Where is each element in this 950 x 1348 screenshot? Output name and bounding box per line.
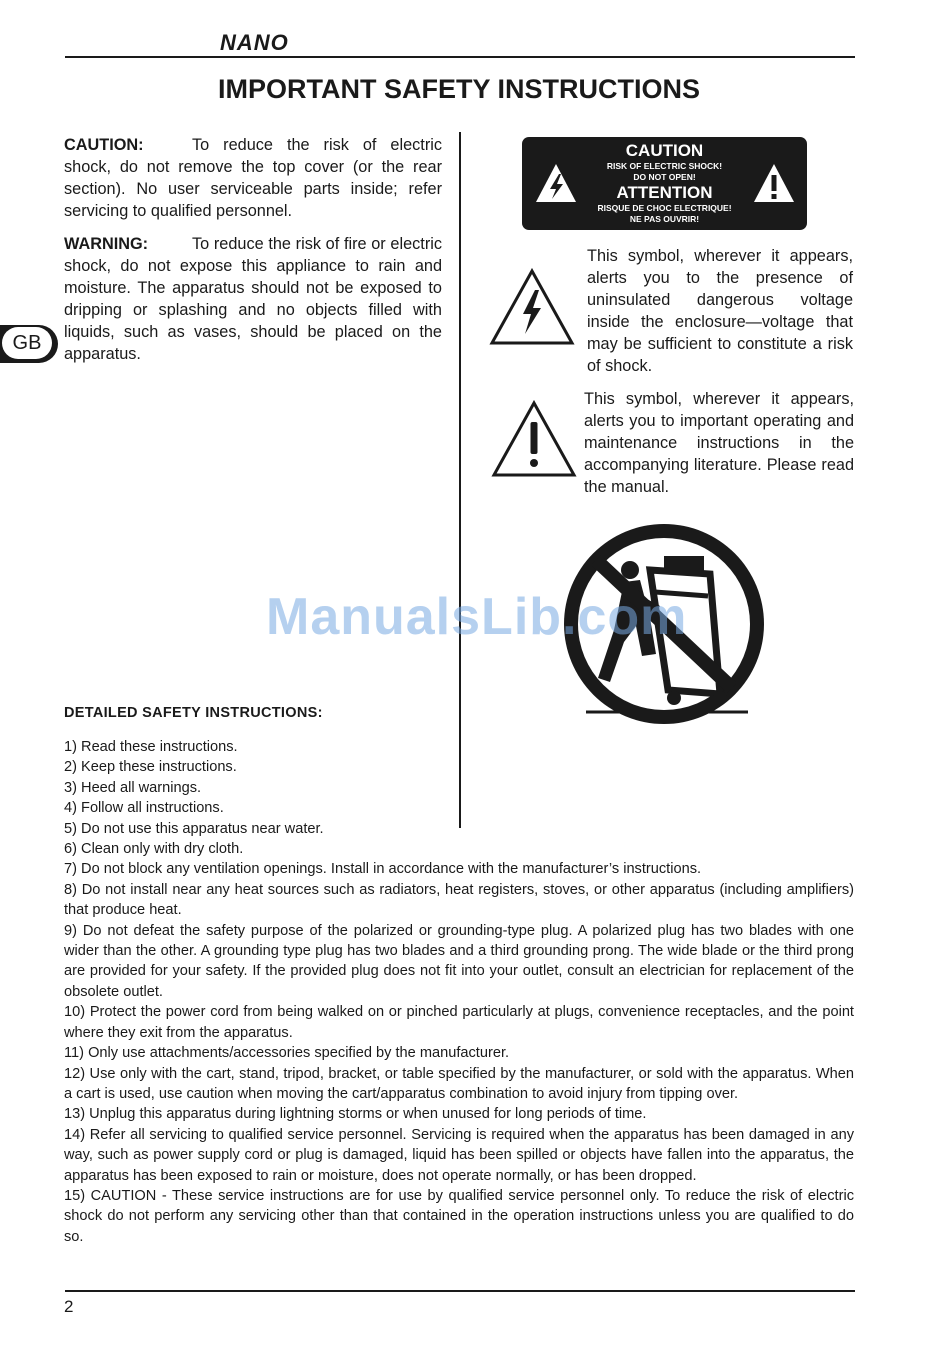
list-item: 7) Do not block any ventilation openings. Install in accordance with the manufacturer’s instructions.: [64, 861, 702, 878]
list-item: 15) CAUTION - These service instructions are for use by qualified service personnel only. To reduce the risk of electric shock do not perform any servicing other than that contained in the operation instructions unless you are qualified to do so.: [64, 1187, 854, 1245]
caution-box-title: CAUTION: [625, 141, 704, 160]
page-number: 2: [64, 1297, 74, 1316]
brand-logo: NANO: [220, 30, 289, 55]
list-item: 13) Unplug this apparatus during lightning storms or when unused for long periods of time.: [64, 1106, 647, 1123]
caution-label: CAUTION:: [64, 136, 144, 154]
language-badge: GB: [2, 327, 52, 359]
list-item: 11) Only use attachments/accessories specified by the manufacturer.: [64, 1045, 510, 1062]
list-item: 10) Protect the power cord from being walked on or pinched particularly at plugs, convenience receptacles, and the point where they exit from the apparatus.: [64, 1004, 854, 1041]
list-item: 8) Do not install near any heat sources such as radiators, heat registers, stoves, or other apparatus (including amplifiers) that produce heat.: [64, 881, 854, 919]
column-divider: [459, 132, 461, 828]
list-item: 3) Heed all warnings.: [64, 779, 202, 796]
caution-box-line3: DO NOT OPEN!: [633, 172, 696, 182]
lightning-triangle-icon: [489, 268, 575, 346]
list-item: 4) Follow all instructions.: [64, 800, 224, 817]
caution-box-line5: RISQUE DE CHOC ELECTRIQUE!: [597, 203, 732, 213]
exclamation-triangle-icon: [491, 400, 577, 478]
list-item: 9) Do not defeat the safety purpose of the polarized or grounding-type plug. A polarized plug has two blades with one wider than the other. A grounding type plug has two blades and a third grounding prong. The wide blade or the third prong are provided for your safety. If the provided plug does not fit into your outlet, consult an electrician for replacement of the obsolete outlet.: [64, 922, 854, 1000]
warning-text: To reduce the risk of fire or electric shock, do not expose this appliance to rain and moisture. The apparatus should not be exposed to dripping or splashing and no objects filled with liquids, such as vases, should be placed on the apparatus.: [64, 235, 442, 363]
list-item: 6) Clean only with dry cloth.: [64, 841, 244, 858]
list-item: 2) Keep these instructions.: [64, 759, 237, 776]
instructions-list: [64, 737, 854, 1247]
list-item: 1) Read these instructions.: [64, 739, 238, 755]
caution-text: To reduce the risk of electric shock, do not remove the top cover (or the rear section). No user serviceable parts inside; refer servicing to qualified personnel.: [64, 136, 442, 220]
exclamation-symbol-text: This symbol, wherever it appears, alerts you to important operating and maintenance instructions in the accompanying literature. Please read the manual.: [584, 390, 854, 496]
lightning-triangle-icon: [534, 162, 578, 204]
header-rule: [65, 56, 855, 58]
caution-box-attention: ATTENTION: [616, 183, 713, 202]
lightning-symbol-text: This symbol, wherever it appears, alerts you to the presence of uninsulated dangerous voltage inside the enclosure—voltage that may be sufficient to constitute a risk of shock.: [587, 247, 853, 375]
watermark: ManualsLib.com: [266, 588, 688, 646]
warning-paragraph: [64, 233, 442, 365]
list-item: 5) Do not use this apparatus near water.: [64, 820, 324, 837]
list-item: 14) Refer all servicing to qualified service personnel. Servicing is required when the apparatus has been damaged in any way, such as power supply cord or plug is damaged, liquid has been spilled or objects have fallen into the apparatus, the apparatus has been exposed to rain or moisture, does not operate normally, or has been dropped.: [64, 1126, 854, 1184]
list-item: 12) Use only with the cart, stand, tripod, bracket, or table specified by the manufacturer, or sold with the apparatus. When a cart is used, use caution when moving the cart/apparatus combination to avoid injury from tipping over.: [64, 1065, 854, 1102]
caution-label-box: [522, 137, 807, 230]
caution-box-line2: RISK OF ELECTRIC SHOCK!: [606, 161, 723, 171]
page-title: IMPORTANT SAFETY INSTRUCTIONS: [217, 74, 700, 104]
exclamation-triangle-icon: [752, 162, 796, 204]
caution-box-line6: NE PAS OUVRIR!: [629, 214, 700, 224]
warning-label: WARNING:: [64, 235, 149, 253]
detailed-instructions-heading: DETAILED SAFETY INSTRUCTIONS:: [64, 705, 323, 721]
caution-paragraph: [64, 134, 442, 222]
footer-rule: [65, 1290, 855, 1292]
